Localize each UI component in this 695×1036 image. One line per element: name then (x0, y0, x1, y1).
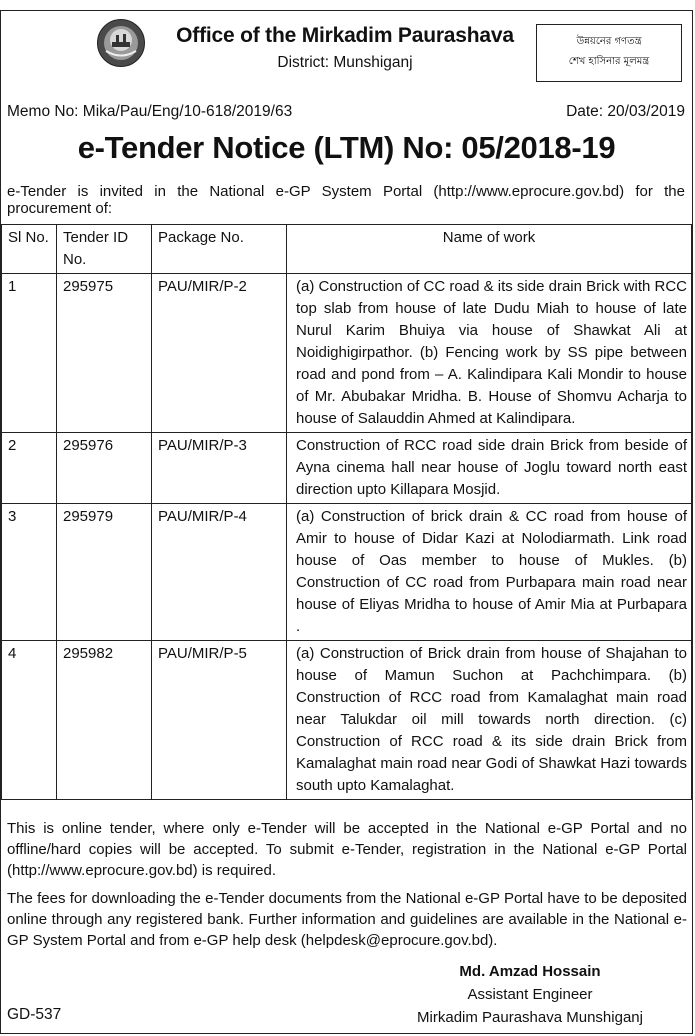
table-header-row (2, 225, 692, 274)
table-row (2, 641, 692, 800)
signatory-office: Mirkadim Paurashava Munshiganj (417, 1009, 643, 1026)
table-row (2, 274, 692, 433)
memo-date: Date: 20/03/2019 (566, 103, 685, 120)
header-name-of-work: Name of work (287, 225, 692, 274)
table-row (2, 433, 692, 504)
paurashava-logo (96, 18, 146, 68)
cell-sl: 3 (2, 504, 57, 641)
header-tender-id: Tender ID No. (57, 225, 152, 274)
cell-tender-id: 295982 (57, 641, 152, 800)
header-sl: Sl No. (2, 225, 57, 274)
office-title: Office of the Mirkadim Paurashava (176, 24, 514, 47)
header-package: Package No. (152, 225, 287, 274)
works-table (1, 224, 692, 800)
intro-text: e-Tender is invited in the National e-GP System Portal (http://www.eprocure.gov.bd) for the procurement of: (7, 183, 685, 217)
slogan-line-2: শেখ হাসিনার মূলমন্ত্র (568, 56, 650, 67)
cell-sl: 2 (2, 433, 57, 504)
cell-name-of-work: (a) Construction of brick drain & CC road from house of Amir to house of Didar Kazi at Nolodiarmath. Link road house of Oas member to house of Mukles. (b) Construction of CC road from Purbapara main road near house of Eliyas Mridha to house of Amir Mia at Purbapara . (287, 504, 692, 641)
cell-tender-id: 295979 (57, 504, 152, 641)
cell-name-of-work: Construction of RCC road side drain Brick from beside of Ayna cinema hall near house of Joglu toward north east direction upto Killapara Mosjid. (287, 433, 692, 504)
cell-name-of-work: (a) Construction of Brick drain from house of Shajahan to house of Mamun Suchon at Pachchimpara. (b) Construction of RCC road from Kamalaghat main road near Talukdar oil mill towards north direction. (c) Construction of RCC road & its side drain Brick from Kamalaghat main road near Godi of Shawkat Hazi towards south upto Kamalaghat. (287, 641, 692, 800)
gd-number: GD-537 (7, 1006, 62, 1023)
cell-package: PAU/MIR/P-3 (152, 433, 287, 504)
cell-tender-id: 295975 (57, 274, 152, 433)
footer-paragraph-2: The fees for downloading the e-Tender documents from the National e-GP Portal have to be deposited online through any registered bank. Further information and guidelines are available in the National e-GP System Portal and from e-GP help desk (helpdesk@eprocure.gov.bd). (7, 890, 687, 949)
signatory-designation: Assistant Engineer (467, 986, 593, 1003)
footer-paragraph-1: This is online tender, where only e-Tender will be accepted in the National e-GP Portal and no offline/hard copies will be accepted. To submit e-Tender, registration in the National e-GP Portal (http://www.eprocure.gov.bd) is required. (7, 820, 687, 879)
memo-number: Memo No: Mika/Pau/Eng/10-618/2019/63 (7, 103, 293, 120)
slogan-box (536, 24, 682, 82)
cell-tender-id: 295976 (57, 433, 152, 504)
table-row (2, 504, 692, 641)
cell-package: PAU/MIR/P-4 (152, 504, 287, 641)
cell-package: PAU/MIR/P-5 (152, 641, 287, 800)
district-line: District: Munshiganj (277, 54, 413, 71)
notice-title: e-Tender Notice (LTM) No: 05/2018-19 (77, 130, 616, 165)
slogan-line-1: উন্নয়নের গণতন্ত্র (576, 36, 642, 47)
cell-sl: 4 (2, 641, 57, 800)
signatory-name: Md. Amzad Hossain (459, 963, 601, 980)
cell-name-of-work: (a) Construction of CC road & its side drain Brick with RCC top slab from house of late Dudu Miah to house of late Nurul Karim Bhuiya via house of Shawkat Ali at Noidighigirpathor. (b) Fencing work by SS pipe between road and pond from – A. Kalindipara Kali Mondir to house of Mr. Abubakar Mridha. B. House of Shomvu Acharja to house of Salauddin Ahmed at Kalindipara. (287, 274, 692, 433)
cell-package: PAU/MIR/P-2 (152, 274, 287, 433)
cell-sl: 1 (2, 274, 57, 433)
